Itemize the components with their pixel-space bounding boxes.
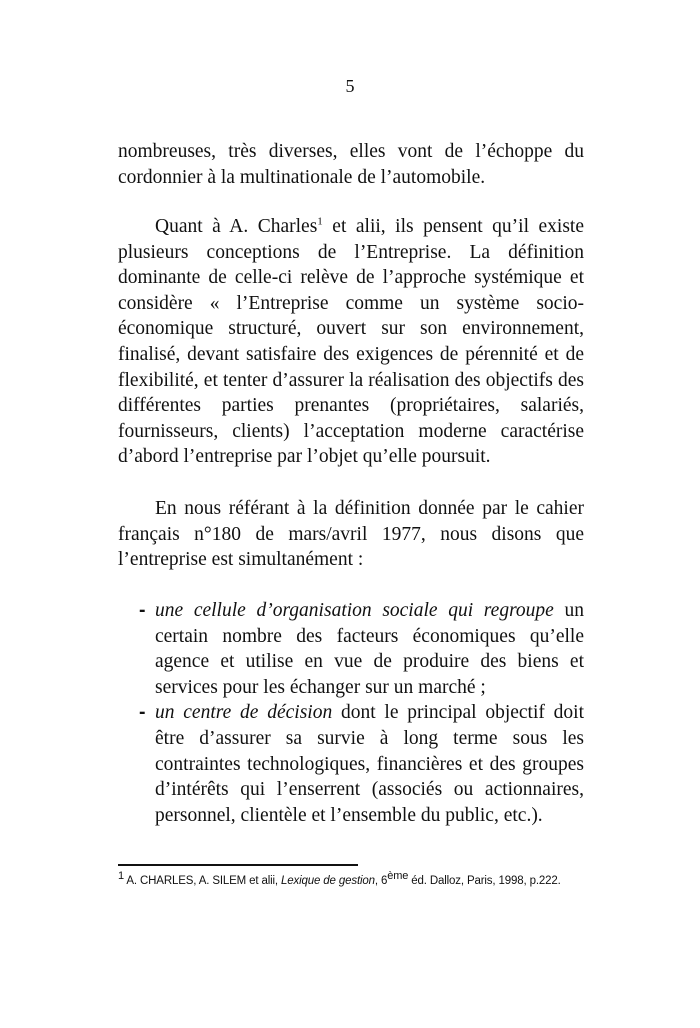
list-item-emphasis: un centre de décision: [155, 702, 333, 724]
dash-bullet-icon: -: [139, 701, 146, 724]
paragraph-3: [118, 496, 584, 573]
paragraph-3-text: En nous référant à la définition donnée par le cahier français n°180 de mars/avril 1977, nous disons que l’entreprise est simultanément :: [118, 498, 584, 571]
list-item: [118, 598, 584, 700]
footnote-reference: 1: [317, 215, 323, 228]
footnote: [118, 870, 588, 887]
dash-bullet-icon: -: [139, 599, 146, 621]
footnote-number: 1: [118, 870, 124, 883]
list-item-emphasis: une cellule d’organisation sociale qui regroupe: [155, 600, 554, 621]
footnote-edition-suffix: ème: [387, 870, 409, 883]
definition-list: [118, 598, 584, 828]
list-item: [118, 700, 584, 828]
paragraph-1: [118, 139, 584, 190]
paragraph-2-lead: Quant à A. Charles: [155, 216, 318, 237]
footnote-edition-number: , 6: [374, 875, 388, 887]
footnote-authors: A. CHARLES, A. SILEM et alii,: [123, 875, 282, 887]
list-item-text: un certain nombre des facteurs économiques qu’elle agence et utilise en vue de produire des biens et services pour les échanger sur un marché ;: [155, 600, 585, 698]
page-number: 5: [345, 76, 355, 96]
paragraph-2-text: [118, 214, 584, 470]
paragraph-2-body: et alii, ils pensent qu’il existe plusieurs conceptions de l’Entreprise. La définition dominante de celle-ci relève de l’approche systémique et considère « l’Entreprise comme un système socio-économique structuré, ouvert sur son environnement, finalisé, devant satisfaire des exigences de pérennité et de flexibilité, et tenter d’assurer la réalisation des objectifs des différentes parties prenantes (propriétaires, salariés, fournisseurs, clients) l’acceptation moderne caractérise d’abord l’entreprise par l’objet qu’elle poursuit.: [118, 216, 584, 468]
list-item-text: dont le principal objectif doit être d’assurer sa survie à long terme sous les contraintes technologiques, financières et des groupes d’intérêts qui l’enserrent (associés ou actionnaires, personnel, clientèle et l’ensemble du public, etc.).: [155, 702, 584, 826]
footnote-separator: [118, 864, 358, 866]
footnote-title: Lexique de gestion: [281, 875, 375, 887]
paragraph-1-text: nombreuses, très diverses, elles vont de l’échoppe du cordonnier à la multinationale de l’automobile.: [118, 141, 584, 188]
footnote-publication: éd. Dalloz, Paris, 1998, p.222.: [408, 875, 561, 887]
paragraph-2: [118, 214, 584, 470]
